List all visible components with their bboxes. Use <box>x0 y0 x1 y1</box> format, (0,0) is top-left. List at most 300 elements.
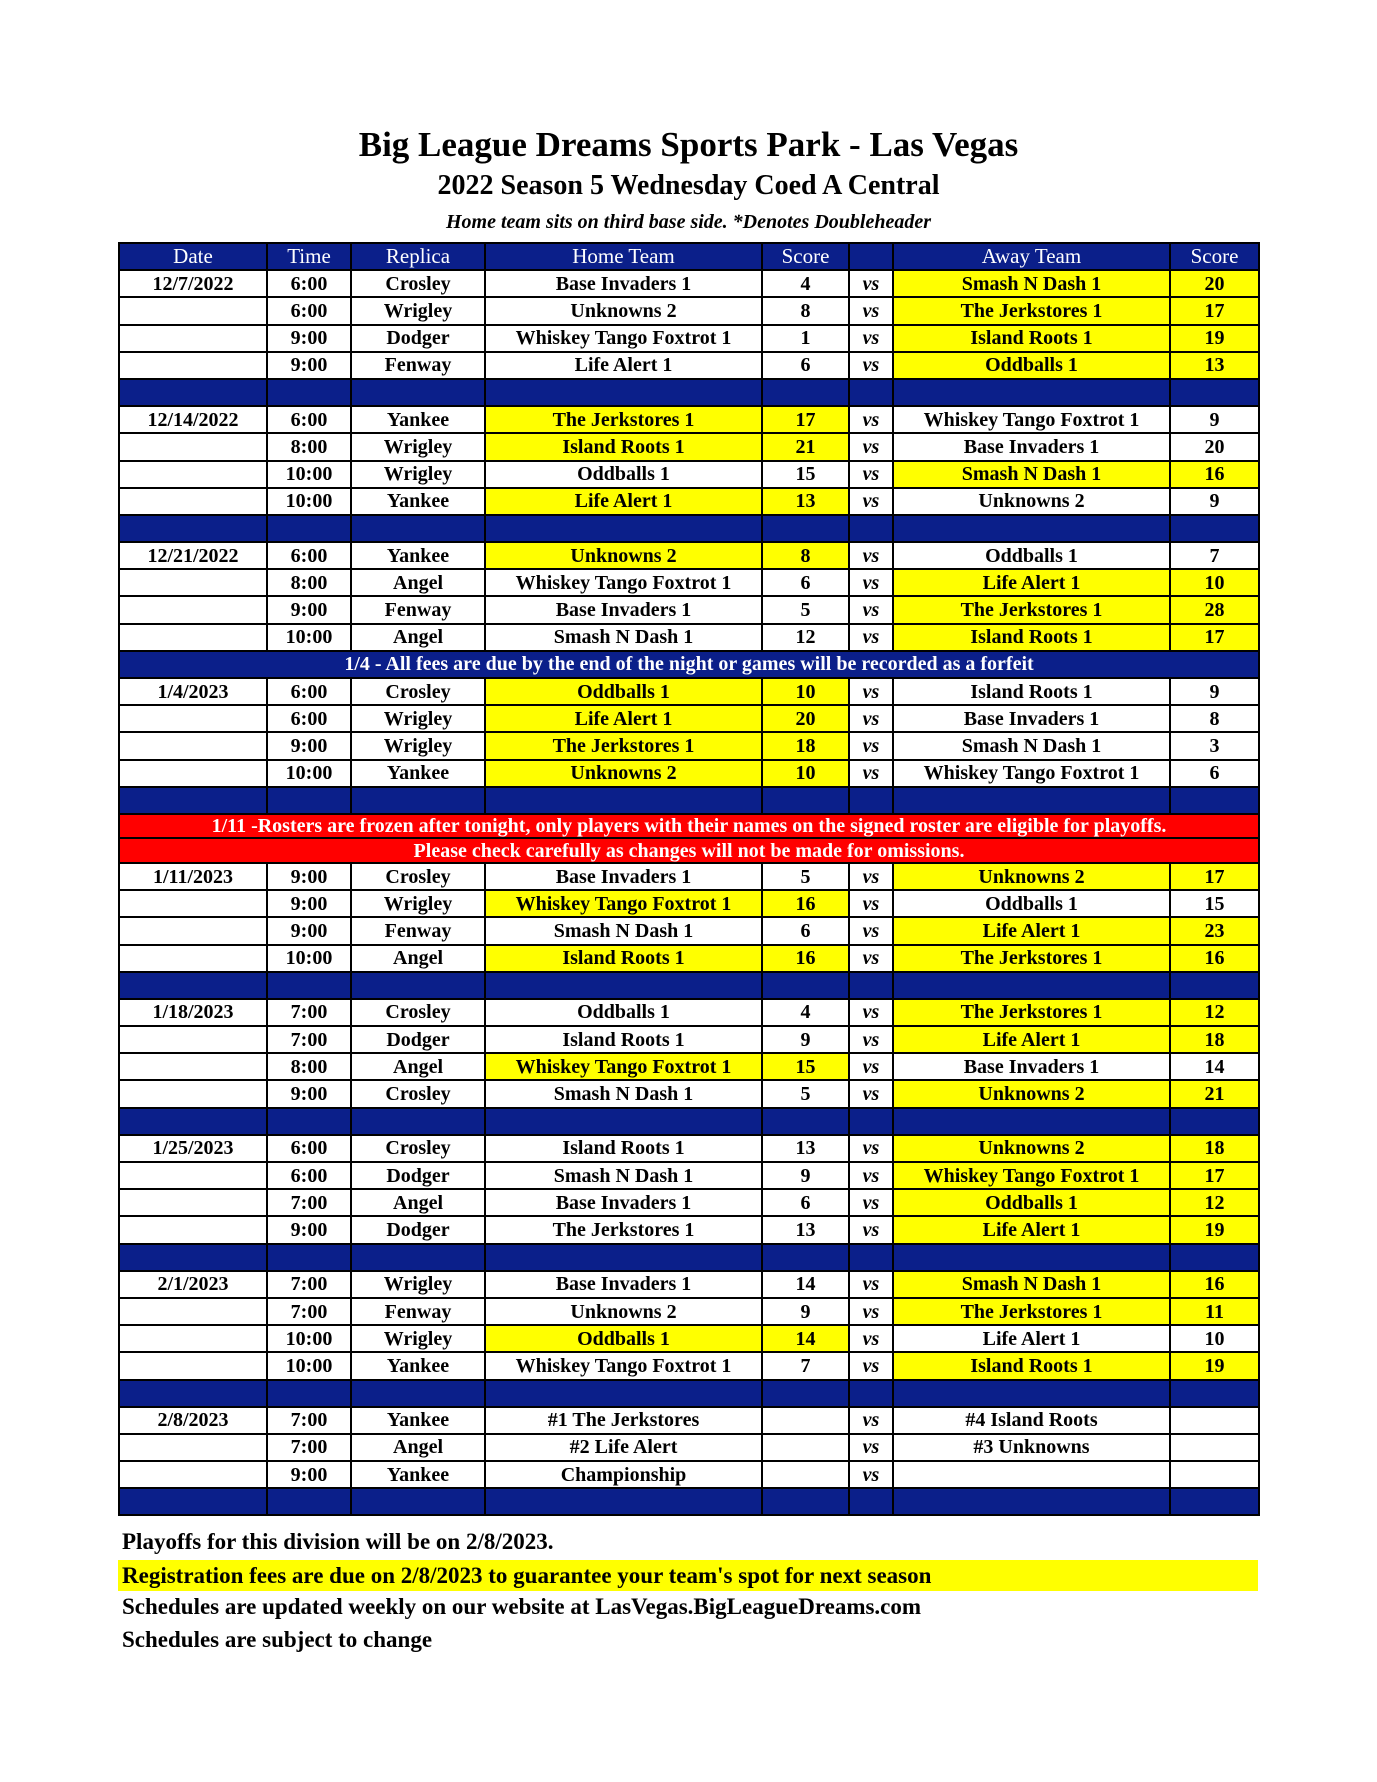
week-separator-row <box>119 972 1259 999</box>
vs-label: vs <box>849 1053 893 1080</box>
game-date <box>119 890 267 917</box>
vs-label: vs <box>849 542 893 569</box>
away-team: Life Alert 1 <box>893 1325 1170 1352</box>
away-team: Island Roots 1 <box>893 624 1170 651</box>
home-score: 9 <box>762 1162 849 1189</box>
replica-field: Yankee <box>351 1407 485 1434</box>
game-time: 7:00 <box>267 1271 351 1298</box>
home-team: Island Roots 1 <box>485 1135 762 1162</box>
separator-cell <box>1170 515 1259 542</box>
home-team: Oddballs 1 <box>485 678 762 705</box>
vs-label: vs <box>849 1189 893 1216</box>
game-time: 7:00 <box>267 1189 351 1216</box>
away-score: 9 <box>1170 488 1259 515</box>
vs-label: vs <box>849 1135 893 1162</box>
game-time: 8:00 <box>267 1053 351 1080</box>
game-date <box>119 433 267 460</box>
week-separator-row <box>119 1488 1259 1515</box>
replica-field: Yankee <box>351 1352 485 1379</box>
home-team: #1 The Jerkstores <box>485 1407 762 1434</box>
roster-alert: 1/11 -Rosters are frozen after tonight, only players with their names on the signed roster are eligible for playoffs. <box>119 814 1259 839</box>
game-time: 10:00 <box>267 1352 351 1379</box>
schedule-note: Home team sits on third base side. *Denotes Doubleheader <box>446 211 931 233</box>
replica-field: Yankee <box>351 760 485 787</box>
home-team: Island Roots 1 <box>485 945 762 972</box>
home-team: Smash N Dash 1 <box>485 917 762 944</box>
game-date <box>119 705 267 732</box>
home-team: Unknowns 2 <box>485 542 762 569</box>
separator-cell <box>893 379 1170 406</box>
home-score: 4 <box>762 270 849 297</box>
away-score: 13 <box>1170 352 1259 379</box>
game-time: 10:00 <box>267 1325 351 1352</box>
home-score <box>762 1461 849 1488</box>
page-title: Big League Dreams Sports Park - Las Vegas <box>358 125 1019 164</box>
away-score: 21 <box>1170 1080 1259 1107</box>
game-date: 12/21/2022 <box>119 542 267 569</box>
away-team <box>893 1461 1170 1488</box>
home-score: 15 <box>762 461 849 488</box>
separator-cell <box>849 972 893 999</box>
home-score: 8 <box>762 542 849 569</box>
game-row <box>119 270 1259 297</box>
home-team: Championship <box>485 1461 762 1488</box>
game-date <box>119 1026 267 1053</box>
game-row <box>119 596 1259 623</box>
away-score: 3 <box>1170 732 1259 759</box>
away-score: 20 <box>1170 433 1259 460</box>
game-date: 1/11/2023 <box>119 863 267 890</box>
separator-cell <box>119 1488 267 1515</box>
game-row <box>119 1298 1259 1325</box>
home-score: 15 <box>762 1053 849 1080</box>
away-team: Base Invaders 1 <box>893 433 1170 460</box>
game-time: 9:00 <box>267 325 351 352</box>
home-score <box>762 1434 849 1461</box>
replica-field: Fenway <box>351 1298 485 1325</box>
separator-cell <box>762 972 849 999</box>
home-team: Unknowns 2 <box>485 297 762 324</box>
game-row <box>119 1080 1259 1107</box>
away-score: 17 <box>1170 624 1259 651</box>
column-header-time: Time <box>267 243 351 270</box>
separator-cell <box>119 972 267 999</box>
game-date: 1/4/2023 <box>119 678 267 705</box>
vs-label: vs <box>849 461 893 488</box>
game-row <box>119 433 1259 460</box>
away-team: Life Alert 1 <box>893 1026 1170 1053</box>
vs-label: vs <box>849 1162 893 1189</box>
roster-alert: Please check carefully as changes will not be made for omissions. <box>119 838 1259 863</box>
home-score: 20 <box>762 705 849 732</box>
separator-cell <box>849 1488 893 1515</box>
game-row <box>119 542 1259 569</box>
separator-cell <box>893 1108 1170 1135</box>
separator-cell <box>119 1244 267 1271</box>
home-score: 10 <box>762 760 849 787</box>
home-team: Island Roots 1 <box>485 433 762 460</box>
game-row <box>119 732 1259 759</box>
away-team: The Jerkstores 1 <box>893 1298 1170 1325</box>
separator-cell <box>893 515 1170 542</box>
game-row <box>119 1162 1259 1189</box>
away-team: Island Roots 1 <box>893 325 1170 352</box>
game-time: 7:00 <box>267 1298 351 1325</box>
vs-label: vs <box>849 1325 893 1352</box>
column-header-replica: Replica <box>351 243 485 270</box>
separator-cell <box>119 1380 267 1407</box>
separator-cell <box>267 972 351 999</box>
game-time: 6:00 <box>267 705 351 732</box>
replica-field: Wrigley <box>351 1325 485 1352</box>
home-score: 10 <box>762 678 849 705</box>
game-row <box>119 1461 1259 1488</box>
replica-field: Wrigley <box>351 732 485 759</box>
replica-field: Yankee <box>351 488 485 515</box>
website-note: Schedules are updated weekly on our website at LasVegas.BigLeagueDreams.com <box>122 1594 922 1619</box>
away-score: 19 <box>1170 325 1259 352</box>
vs-label: vs <box>849 325 893 352</box>
home-score: 6 <box>762 352 849 379</box>
game-row <box>119 917 1259 944</box>
vs-label: vs <box>849 297 893 324</box>
home-score: 9 <box>762 1298 849 1325</box>
separator-cell <box>762 379 849 406</box>
away-team: Island Roots 1 <box>893 1352 1170 1379</box>
game-time: 7:00 <box>267 999 351 1026</box>
game-row <box>119 1189 1259 1216</box>
game-time: 10:00 <box>267 624 351 651</box>
away-team: Base Invaders 1 <box>893 1053 1170 1080</box>
game-date <box>119 917 267 944</box>
separator-cell <box>1170 1244 1259 1271</box>
week-separator-row <box>119 1108 1259 1135</box>
column-header-home-score: Score <box>762 243 849 270</box>
replica-field: Angel <box>351 945 485 972</box>
separator-cell <box>1170 1108 1259 1135</box>
replica-field: Fenway <box>351 352 485 379</box>
separator-cell <box>762 1108 849 1135</box>
separator-cell <box>485 515 762 542</box>
replica-field: Dodger <box>351 1026 485 1053</box>
away-score: 10 <box>1170 1325 1259 1352</box>
home-score: 17 <box>762 406 849 433</box>
home-team: Life Alert 1 <box>485 352 762 379</box>
game-time: 9:00 <box>267 1216 351 1243</box>
game-date <box>119 1053 267 1080</box>
replica-field: Wrigley <box>351 1271 485 1298</box>
separator-cell <box>849 379 893 406</box>
away-score: 7 <box>1170 542 1259 569</box>
vs-label: vs <box>849 917 893 944</box>
game-date <box>119 760 267 787</box>
game-time: 8:00 <box>267 569 351 596</box>
separator-cell <box>119 1108 267 1135</box>
game-date: 2/1/2023 <box>119 1271 267 1298</box>
vs-label: vs <box>849 406 893 433</box>
game-time: 10:00 <box>267 488 351 515</box>
separator-cell <box>267 379 351 406</box>
away-team: Oddballs 1 <box>893 1189 1170 1216</box>
away-score: 14 <box>1170 1053 1259 1080</box>
game-time: 7:00 <box>267 1026 351 1053</box>
roster-alert-row <box>119 814 1259 839</box>
separator-cell <box>485 972 762 999</box>
replica-field: Yankee <box>351 1461 485 1488</box>
game-row <box>119 624 1259 651</box>
home-score: 8 <box>762 297 849 324</box>
game-date <box>119 488 267 515</box>
game-time: 9:00 <box>267 596 351 623</box>
game-time: 6:00 <box>267 1162 351 1189</box>
game-date <box>119 325 267 352</box>
game-time: 6:00 <box>267 678 351 705</box>
game-time: 9:00 <box>267 352 351 379</box>
column-header-date: Date <box>119 243 267 270</box>
separator-cell <box>849 1380 893 1407</box>
game-row <box>119 945 1259 972</box>
game-row <box>119 569 1259 596</box>
home-team: Unknowns 2 <box>485 760 762 787</box>
game-date <box>119 297 267 324</box>
separator-cell <box>893 1488 1170 1515</box>
vs-label: vs <box>849 1461 893 1488</box>
game-date <box>119 1189 267 1216</box>
home-score: 13 <box>762 1135 849 1162</box>
away-team: Life Alert 1 <box>893 1216 1170 1243</box>
home-score: 5 <box>762 596 849 623</box>
away-team: Unknowns 2 <box>893 1135 1170 1162</box>
home-team: Base Invaders 1 <box>485 1271 762 1298</box>
vs-label: vs <box>849 596 893 623</box>
vs-label: vs <box>849 1271 893 1298</box>
game-time: 9:00 <box>267 890 351 917</box>
away-score <box>1170 1434 1259 1461</box>
away-score: 17 <box>1170 863 1259 890</box>
game-row <box>119 1053 1259 1080</box>
replica-field: Crosley <box>351 678 485 705</box>
column-header-away-team: Away Team <box>893 243 1170 270</box>
home-team: #2 Life Alert <box>485 1434 762 1461</box>
vs-label: vs <box>849 732 893 759</box>
vs-label: vs <box>849 1407 893 1434</box>
game-time: 9:00 <box>267 1461 351 1488</box>
away-team: Unknowns 2 <box>893 1080 1170 1107</box>
home-score: 13 <box>762 488 849 515</box>
separator-cell <box>485 787 762 814</box>
game-row <box>119 1216 1259 1243</box>
column-header-away-score: Score <box>1170 243 1259 270</box>
game-row <box>119 705 1259 732</box>
vs-label: vs <box>849 705 893 732</box>
vs-label: vs <box>849 890 893 917</box>
separator-cell <box>351 1244 485 1271</box>
game-row <box>119 352 1259 379</box>
page-subtitle: 2022 Season 5 Wednesday Coed A Central <box>437 170 940 201</box>
home-team: The Jerkstores 1 <box>485 1216 762 1243</box>
game-row <box>119 1352 1259 1379</box>
home-score: 21 <box>762 433 849 460</box>
replica-field: Dodger <box>351 1162 485 1189</box>
separator-cell <box>849 1244 893 1271</box>
game-date <box>119 624 267 651</box>
replica-field: Angel <box>351 1434 485 1461</box>
vs-label: vs <box>849 270 893 297</box>
game-date <box>119 1162 267 1189</box>
game-date: 12/14/2022 <box>119 406 267 433</box>
home-score: 6 <box>762 569 849 596</box>
week-separator-row <box>119 787 1259 814</box>
separator-cell <box>351 972 485 999</box>
replica-field: Yankee <box>351 542 485 569</box>
away-team: #3 Unknowns <box>893 1434 1170 1461</box>
separator-cell <box>893 787 1170 814</box>
away-team: Oddballs 1 <box>893 352 1170 379</box>
away-team: Life Alert 1 <box>893 917 1170 944</box>
away-score: 17 <box>1170 297 1259 324</box>
separator-cell <box>893 1244 1170 1271</box>
separator-cell <box>1170 787 1259 814</box>
game-date <box>119 461 267 488</box>
away-score: 12 <box>1170 1189 1259 1216</box>
home-team: Whiskey Tango Foxtrot 1 <box>485 1352 762 1379</box>
game-time: 6:00 <box>267 406 351 433</box>
schedule-body <box>119 270 1259 1515</box>
playoffs-note: Playoffs for this division will be on 2/8/2023. <box>122 1529 554 1554</box>
separator-cell <box>351 379 485 406</box>
away-score: 16 <box>1170 461 1259 488</box>
home-score: 16 <box>762 945 849 972</box>
vs-label: vs <box>849 433 893 460</box>
game-row <box>119 890 1259 917</box>
away-score <box>1170 1407 1259 1434</box>
game-date: 12/7/2022 <box>119 270 267 297</box>
vs-label: vs <box>849 678 893 705</box>
separator-cell <box>762 1380 849 1407</box>
away-team: #4 Island Roots <box>893 1407 1170 1434</box>
home-team: Base Invaders 1 <box>485 270 762 297</box>
game-date <box>119 1080 267 1107</box>
game-time: 8:00 <box>267 433 351 460</box>
away-team: Oddballs 1 <box>893 542 1170 569</box>
away-score <box>1170 1461 1259 1488</box>
home-team: Base Invaders 1 <box>485 596 762 623</box>
game-time: 9:00 <box>267 732 351 759</box>
game-date <box>119 1298 267 1325</box>
separator-cell <box>351 515 485 542</box>
away-team: Oddballs 1 <box>893 890 1170 917</box>
away-score: 18 <box>1170 1135 1259 1162</box>
game-row <box>119 1325 1259 1352</box>
home-score: 16 <box>762 890 849 917</box>
away-score: 23 <box>1170 917 1259 944</box>
home-team: Island Roots 1 <box>485 1026 762 1053</box>
home-team: Oddballs 1 <box>485 461 762 488</box>
game-row <box>119 1026 1259 1053</box>
week-separator-row <box>119 1244 1259 1271</box>
away-score: 9 <box>1170 678 1259 705</box>
separator-cell <box>267 787 351 814</box>
home-team: The Jerkstores 1 <box>485 732 762 759</box>
away-score: 15 <box>1170 890 1259 917</box>
replica-field: Angel <box>351 624 485 651</box>
away-team: Base Invaders 1 <box>893 705 1170 732</box>
replica-field: Angel <box>351 569 485 596</box>
game-row <box>119 1271 1259 1298</box>
separator-cell <box>267 1488 351 1515</box>
home-team: Whiskey Tango Foxtrot 1 <box>485 325 762 352</box>
game-row <box>119 1434 1259 1461</box>
home-team: Whiskey Tango Foxtrot 1 <box>485 1053 762 1080</box>
replica-field: Wrigley <box>351 433 485 460</box>
home-team: Base Invaders 1 <box>485 1189 762 1216</box>
separator-cell <box>267 515 351 542</box>
game-time: 9:00 <box>267 863 351 890</box>
game-time: 6:00 <box>267 297 351 324</box>
home-score: 18 <box>762 732 849 759</box>
home-team: Unknowns 2 <box>485 1298 762 1325</box>
separator-cell <box>762 1488 849 1515</box>
home-score: 9 <box>762 1026 849 1053</box>
separator-cell <box>351 787 485 814</box>
away-score: 19 <box>1170 1352 1259 1379</box>
separator-cell <box>1170 379 1259 406</box>
away-team: Smash N Dash 1 <box>893 732 1170 759</box>
away-team: Smash N Dash 1 <box>893 1271 1170 1298</box>
away-score: 11 <box>1170 1298 1259 1325</box>
separator-cell <box>267 1108 351 1135</box>
game-row <box>119 760 1259 787</box>
away-score: 18 <box>1170 1026 1259 1053</box>
schedule-table <box>118 242 1260 1516</box>
registration-note: Registration fees are due on 2/8/2023 to guarantee your team's spot for next season <box>118 1560 1258 1591</box>
game-date <box>119 732 267 759</box>
vs-label: vs <box>849 1216 893 1243</box>
home-score: 5 <box>762 1080 849 1107</box>
separator-cell <box>119 787 267 814</box>
game-date <box>119 945 267 972</box>
separator-cell <box>762 1244 849 1271</box>
away-team: Unknowns 2 <box>893 863 1170 890</box>
vs-label: vs <box>849 1352 893 1379</box>
vs-label: vs <box>849 945 893 972</box>
separator-cell <box>762 515 849 542</box>
vs-label: vs <box>849 352 893 379</box>
separator-cell <box>762 787 849 814</box>
home-team: Whiskey Tango Foxtrot 1 <box>485 569 762 596</box>
vs-label: vs <box>849 1298 893 1325</box>
home-score: 12 <box>762 624 849 651</box>
game-time: 10:00 <box>267 461 351 488</box>
game-row <box>119 1135 1259 1162</box>
home-score <box>762 1407 849 1434</box>
vs-label: vs <box>849 1080 893 1107</box>
away-team: The Jerkstores 1 <box>893 999 1170 1026</box>
away-team: Smash N Dash 1 <box>893 270 1170 297</box>
game-time: 7:00 <box>267 1407 351 1434</box>
game-time: 7:00 <box>267 1434 351 1461</box>
column-header-home-team: Home Team <box>485 243 762 270</box>
game-time: 10:00 <box>267 945 351 972</box>
vs-label: vs <box>849 488 893 515</box>
separator-cell <box>351 1488 485 1515</box>
game-time: 6:00 <box>267 270 351 297</box>
vs-label: vs <box>849 760 893 787</box>
separator-cell <box>1170 1380 1259 1407</box>
away-team: The Jerkstores 1 <box>893 297 1170 324</box>
away-score: 6 <box>1170 760 1259 787</box>
game-row <box>119 488 1259 515</box>
